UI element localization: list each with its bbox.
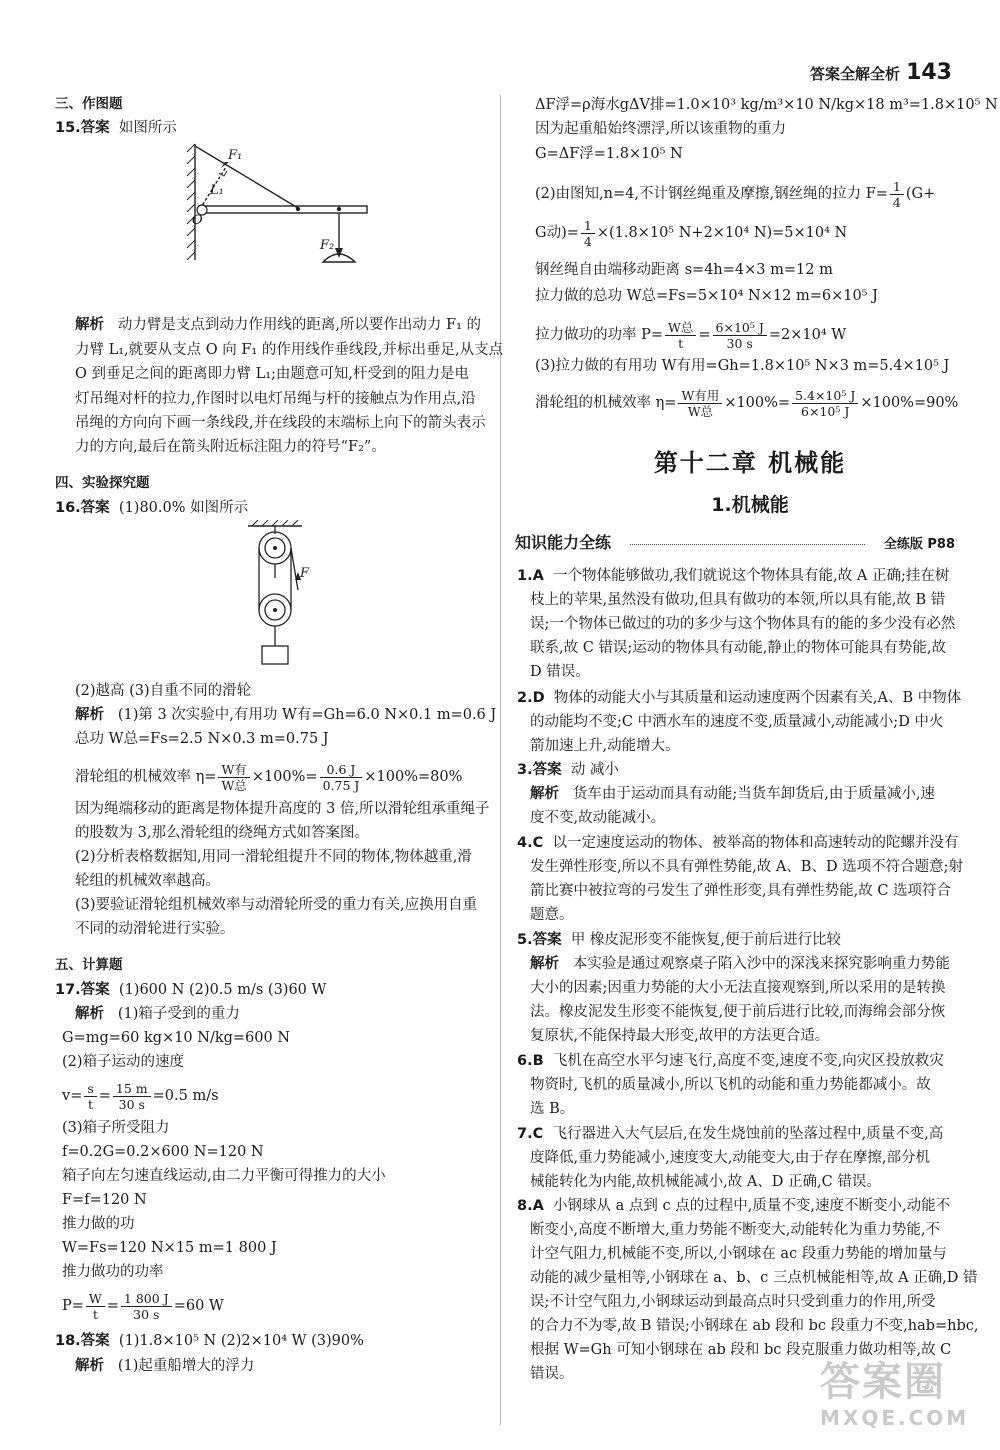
r-text-line: 钢丝绳自由端移动距离 s=4h=4×3 m=12 m — [535, 262, 833, 278]
q5-text-line: 法。橡皮泥发生形变不能恢复,便于前后进行比较,而海绵会部分恢 — [530, 1004, 946, 1020]
q17-answer: (1)600 N (2)0.5 m/s (3)60 W — [118, 982, 327, 998]
formula-text: = — [98, 1088, 111, 1104]
q1-line — [517, 564, 949, 588]
q15-jiexi-line — [75, 313, 481, 337]
q15-text-line: O 到垂足之间的距离即力臂 L₁;由题意可知,杆受到的阻力是电 — [75, 366, 470, 382]
fraction: $\frac{s}{t}$ — [84, 1081, 96, 1112]
q15-text-line: 动力臂是支点到动力作用线的距离,所以要作出动力 F₁ 的 — [117, 317, 482, 333]
q8-text-line: 小钢球从 a 点到 c 点的过程中,质量不变,速度不断变小,动能不 — [553, 1198, 951, 1214]
fraction: $\frac{\text{W总}}{t}$ — [665, 320, 696, 351]
formula-text: P= — [62, 1298, 84, 1314]
q17-jiexi-label: 解析 — [75, 1006, 104, 1022]
formula-text: v= — [62, 1088, 83, 1104]
lever-bar — [199, 206, 367, 213]
q4-text-line: 以一定速度运动的物体、被举高的物体和高速转动的陀螺并没有 — [552, 835, 959, 851]
section-heading-4: 四、实验探究题 — [55, 475, 150, 491]
q17-jiexi-line — [75, 1002, 240, 1026]
label-f2: F₂ — [320, 238, 335, 253]
chapter-title: 第十二章 机械能 — [653, 449, 847, 477]
q1-text-line: 一个物体能够做功,我们就说这个物体具有能,故 A 正确;挂在树 — [553, 568, 950, 584]
q17-text-line: 推力做功的功率 — [62, 1264, 164, 1280]
q16-text-line: (2)分析表格数据知,用同一滑轮组提升不同的物体,物体越重,滑 — [75, 849, 472, 865]
q15-answer-line — [55, 116, 177, 140]
q4-text-line: 题意。 — [530, 907, 574, 923]
r-power-formula — [535, 318, 846, 352]
fraction: $\frac{0.6 J}{0.75 J}$ — [320, 762, 363, 793]
q16-jiexi-label: 解析 — [75, 707, 104, 723]
q17-text-line: f=0.2G=0.2×600 N=120 N — [62, 1144, 264, 1160]
section-bar-dots — [630, 544, 865, 545]
q2-text-line: 的动能均不变;C 中洒水车的速度不变,质量减小,动能减小;D 中火 — [530, 714, 944, 730]
r-text-line: 因为起重船始终漂浮,所以该重物的重力 — [535, 121, 787, 137]
fraction: $\frac{1}{4}$ — [581, 218, 595, 249]
q6-text-line: 物资时,飞机的质量减小,所以飞机的动能和重力势能都减小。故 — [530, 1077, 931, 1093]
q17-text-line: F=f=120 N — [62, 1192, 147, 1208]
q7-label: 7.C — [517, 1126, 544, 1142]
watermark-logo: 答案圈 MXQE.COM — [820, 1359, 970, 1430]
q16-efficiency-formula — [75, 760, 462, 794]
q16-label: 16.答案 — [55, 500, 110, 516]
q16-text-line: 不同的动滑轮进行实验。 — [75, 921, 235, 937]
q8-text-line: 误;不计空气阻力,小钢球运动到最高点时只受到重力的作用,所受 — [530, 1294, 936, 1310]
q3-line — [517, 758, 619, 782]
q18-answer: (1)1.8×10⁵ N (2)2×10⁴ W (3)90% — [118, 1333, 364, 1349]
fraction: $\frac{1 800 J}{30 s}$ — [121, 1291, 172, 1322]
r-text-line: G=ΔF浮=1.8×10⁵ N — [535, 146, 683, 162]
label-o: O — [192, 213, 203, 228]
section-bar — [515, 530, 955, 554]
q18-label: 18.答案 — [55, 1333, 110, 1349]
q6-text-line: 飞机在高空水平匀速飞行,高度不变,速度不变,向灾区投放救灾 — [552, 1053, 944, 1069]
q6-label: 6.B — [517, 1053, 544, 1069]
q3-text-line: 度不变,故动能减小。 — [530, 810, 666, 826]
q6-text-line: 选 B。 — [530, 1101, 575, 1117]
rope-f1 — [195, 146, 298, 208]
section-heading-3: 三、作图题 — [55, 96, 123, 112]
q2-text-line: 物体的动能大小与其质量和运动速度两个因素有关,A、B 中物体 — [553, 690, 962, 706]
lever-diagram — [185, 140, 375, 285]
q8-text-line: 根据 W=Gh 可知小钢球在 ab 段和 bc 段克服重力做功相等,故 C — [530, 1342, 952, 1358]
q16-answer: (1)80.0% 如图所示 — [118, 500, 249, 516]
page-header — [810, 60, 952, 85]
q15-text-line: 力的方向,最后在箭头附近标注阻力的符号“F₂”。 — [75, 439, 386, 455]
formula-text: ×100%= — [724, 395, 791, 411]
q5-jiexi-line — [530, 952, 950, 976]
q16-text-line: 的股数为 3,那么滑轮组的绕绳方式如答案图。 — [75, 825, 369, 841]
q4-text-line: 发生弹性形变,所以不具有弹性势能,故 A、B、D 选项不符合题意;射 — [530, 859, 964, 875]
formula-text: 拉力做功的功率 P= — [535, 327, 664, 343]
q17-text-line: (1)箱子受到的重力 — [117, 1006, 240, 1022]
fraction: $\frac{1}{4}$ — [890, 179, 904, 210]
header-title: 答案全解全析 — [810, 65, 901, 83]
q15-answer: 如图所示 — [118, 120, 177, 136]
q4-text-line: 箭比赛中被拉弯的弓发生了弹性形变,具有弹性势能,故 C 选项符合 — [530, 883, 952, 899]
label-f: F — [300, 566, 310, 581]
hanging-weight — [262, 646, 288, 664]
formula-text: =60 W — [173, 1298, 224, 1314]
q17-text-line: (2)箱子运动的速度 — [62, 1054, 185, 1070]
fraction: $\frac{W}{t}$ — [86, 1291, 105, 1322]
q3-jiexi-label: 解析 — [530, 786, 559, 802]
r-text-line: ΔF浮=ρ海水gΔV排=1.0×10³ kg/m³×10 N/kg×18 m³=1.8×10⁵ N — [535, 97, 998, 113]
formula-text: ×(1.8×10⁵ N+2×10⁴ N)=5×10⁴ N — [596, 225, 848, 241]
q1-text-line: 联系,故 C 错误;运动的物体具有动能,静止的物体可能具有势能,故 — [530, 640, 947, 656]
formula-text: ×100%=90% — [860, 395, 959, 411]
q4-line — [517, 831, 958, 855]
r-efficiency-formula — [535, 386, 958, 420]
label-f1: F₁ — [228, 148, 243, 163]
q1-label: 1.A — [517, 568, 544, 584]
q5-text-line: 本实验是通过观察桌子陷入沙中的深浅来探究影响重力势能 — [572, 956, 950, 972]
q18-answer-line — [55, 1329, 364, 1353]
formula-text: =0.5 m/s — [152, 1088, 219, 1104]
formula-text: = — [698, 327, 711, 343]
q18-jiexi-line — [75, 1354, 254, 1378]
q4-label: 4.C — [517, 835, 544, 851]
q1-text-line: 枝上的苹果,虽然没有做功,但具有做功的本领,所以具有能,故 B 错 — [530, 592, 946, 608]
q5-jiexi-label: 解析 — [530, 956, 559, 972]
q5-line — [517, 928, 841, 952]
column-divider — [500, 95, 501, 1425]
q16-text-line: 轮组的机械效率越高。 — [75, 873, 220, 889]
q7-line — [517, 1122, 943, 1146]
formula-text: (G+ — [905, 186, 936, 202]
q17-power-formula — [62, 1289, 224, 1323]
q8-line — [517, 1194, 950, 1218]
pulley-diagram — [240, 520, 330, 670]
q5-answer: 甲 橡皮泥形变不能恢复,便于前后进行比较 — [570, 932, 842, 948]
q17-text-line: (3)箱子所受阻力 — [62, 1120, 170, 1136]
fraction: $\frac{\text{W有}}{\text{W总}}$ — [218, 762, 249, 793]
q8-label: 8.A — [517, 1198, 544, 1214]
q8-text-line: 断变小,高度不断增大,重力势能不断变大,动能转化为重力势能,不 — [530, 1222, 940, 1238]
q15-text-line: 灯吊绳对杆的拉力,作图时以电灯吊绳与杆的接触点为作用点,沿 — [75, 391, 476, 407]
q8-text-line: 错误。 — [530, 1366, 574, 1382]
q18-jiexi-label: 解析 — [75, 1358, 104, 1374]
q17-text-line: G=mg=60 kg×10 N/kg=600 N — [62, 1030, 291, 1046]
q3-label: 3.答案 — [517, 762, 562, 778]
q7-text-line: 械能转化为内能,故机械能减小,故 A、D 正确,C 错误。 — [530, 1174, 881, 1190]
q15-jiexi-label: 解析 — [75, 317, 104, 333]
fraction: $\frac{\text{5.4×10⁵ J}}{\text{6×10⁵ J}}$ — [792, 388, 858, 419]
q17-text-line: 箱子向左匀速直线运动,由二力平衡可得推力的大小 — [62, 1168, 386, 1184]
formula-text: 滑轮组的机械效率 η= — [535, 395, 677, 411]
q15-text-line: 吊绳的方向向下画一条线段,并在线段的末端标上向下的箭头表示 — [75, 415, 486, 431]
formula-text: = — [106, 1298, 119, 1314]
r-tension-formula — [535, 177, 935, 211]
q16-answer-line-2: (2)越高 (3)自重不同的滑轮 — [75, 683, 252, 699]
q2-text-line: 箭加速上升,动能增大。 — [530, 738, 680, 754]
q17-velocity-formula — [62, 1079, 219, 1113]
q3-answer: 动 减小 — [570, 762, 619, 778]
q17-text-line: W=Fs=120 N×15 m=1 800 J — [62, 1240, 277, 1256]
formula-text: ×100%=80% — [364, 769, 463, 785]
q5-text-line: 大小的因素;因重力势能的大小无法直接观察到,所以采用的是转换 — [530, 980, 946, 996]
q7-text-line: 度降低,重力势能减小,速度变大,动能变大,由于存在摩擦,部分机 — [530, 1150, 931, 1166]
formula-text: ×100%= — [251, 769, 318, 785]
q16-jiexi-line — [75, 703, 496, 727]
section-bar-title: 知识能力全练 — [515, 533, 612, 552]
q2-line — [517, 686, 961, 710]
fraction: $\frac{\text{6×10⁵ J}}{30 s}$ — [713, 320, 767, 351]
q8-text-line: 的合力不为零,故 B 错误;小钢球在 ab 段和 bc 段重力不变,hab=hbc, — [530, 1318, 979, 1334]
q7-text-line: 飞行器进入大气层后,在发生烧蚀前的坠落过程中,质量不变,高 — [552, 1126, 944, 1142]
q16-text-line: (1)第 3 次实验中,有用功 W有=Gh=6.0 N×0.1 m=0.6 J — [117, 707, 497, 723]
label-l1: L₁ — [210, 183, 224, 198]
q5-label: 5.答案 — [517, 932, 562, 948]
q1-text-line: D 错误。 — [530, 664, 590, 680]
q18-text-line: (1)起重船增大的浮力 — [117, 1358, 255, 1374]
r-text-line: 拉力做的总功 W总=Fs=5×10⁴ N×12 m=6×10⁵ J — [535, 288, 878, 304]
formula-text: =2×10⁴ W — [768, 327, 847, 343]
r-tension-formula-2 — [535, 216, 847, 250]
q8-text-line: 动能的减少量相等,小钢球在 a、b、c 三点机械能相等,故 A 正确,D 错 — [530, 1270, 978, 1286]
q16-text-line: (3)要验证滑轮组机械效率与动滑轮所受的重力有关,应换用自重 — [75, 897, 478, 913]
q17-answer-line — [55, 978, 326, 1002]
q17-text-line: 推力做的功 — [62, 1216, 135, 1232]
q3-jiexi-line — [530, 782, 935, 806]
q15-label: 15.答案 — [55, 120, 110, 136]
q15-text-line: 力臂 L₁,就要从支点 O 向 F₁ 的作用线作垂线段,并标出垂足,从支点 — [75, 342, 504, 358]
q6-line — [517, 1049, 944, 1073]
r-text-line: (3)拉力做的有用功 W有用=Gh=1.8×10⁵ N×3 m=5.4×10⁵ J — [535, 358, 950, 374]
formula-text: G动)= — [535, 225, 579, 241]
page-number: 143 — [906, 60, 952, 85]
q16-answer-line — [55, 496, 248, 520]
section-heading-5: 五、计算题 — [55, 957, 123, 973]
lesson-title: 1.机械能 — [711, 494, 789, 516]
fraction: $\frac{15 m}{30 s}$ — [113, 1081, 151, 1112]
formula-text: (2)由图知,n=4,不计钢丝绳重及摩擦,钢丝绳的拉力 F= — [535, 186, 888, 202]
formula-text: 滑轮组的机械效率 η= — [75, 769, 217, 785]
q16-text-line: 总功 W总=Fs=2.5 N×0.3 m=0.75 J — [75, 731, 329, 747]
q17-label: 17.答案 — [55, 982, 110, 998]
section-bar-ref: 全练版 P88 — [883, 537, 955, 552]
q16-text-line: 因为绳端移动的距离是物体提升高度的 3 倍,所以滑轮组承重绳子 — [75, 801, 490, 817]
q3-text-line: 货车由于运动而具有动能;当货车卸货后,由于质量减小,速 — [572, 786, 935, 802]
q5-text-line: 复原状,不能保持最大形变,故甲的方法更合适。 — [530, 1028, 830, 1044]
q1-text-line: 误;一个物体已做过的功的多少与这个物体具有的能的多少没有必然 — [530, 616, 956, 632]
fraction: $\frac{\text{W有用}}{\text{W总}}$ — [678, 388, 722, 419]
q2-label: 2.D — [517, 690, 545, 706]
q8-text-line: 计空气阻力,机械能不变,所以,小钢球在 ac 段重力势能的增加量与 — [530, 1246, 947, 1262]
